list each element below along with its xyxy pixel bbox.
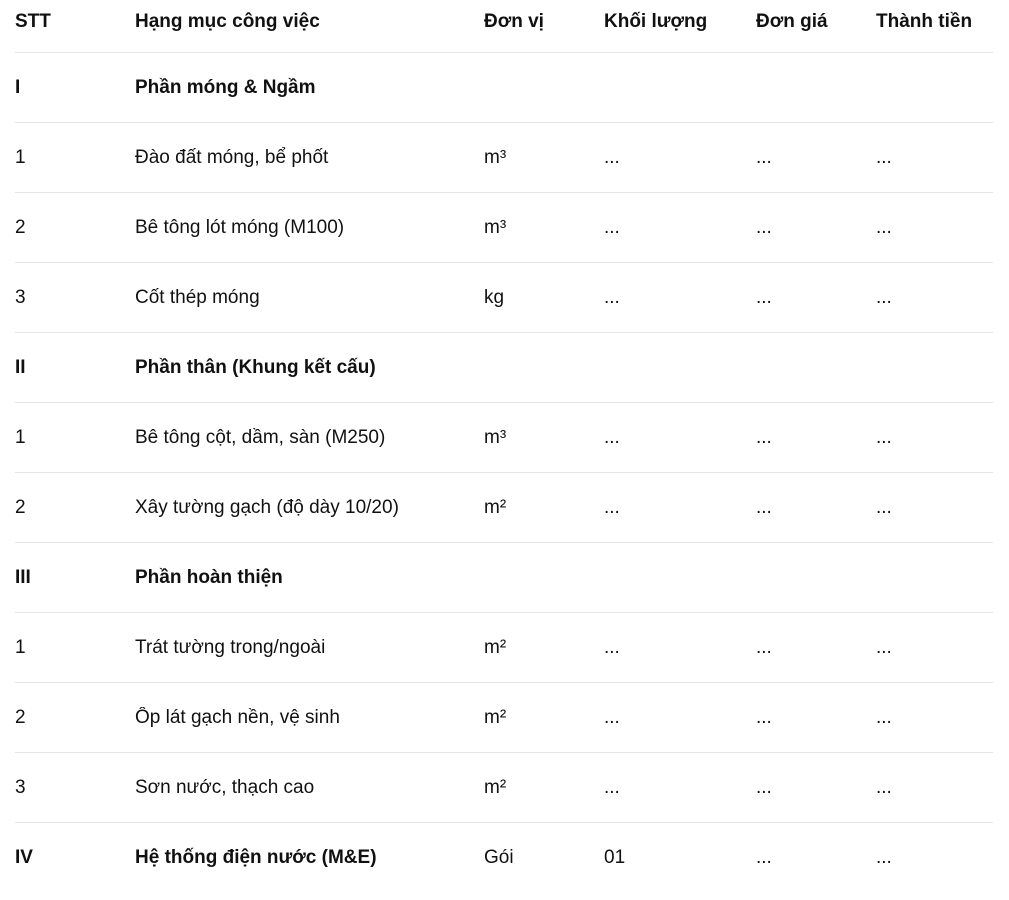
cell-unit: kg xyxy=(484,286,505,308)
cell-unit: m² xyxy=(484,496,507,518)
cell-stt: II xyxy=(15,356,26,378)
table-row-section xyxy=(15,333,993,403)
cell-amount: ... xyxy=(876,776,892,798)
cell-amount: ... xyxy=(876,636,892,658)
cell-item: Sơn nước, thạch cao xyxy=(135,776,315,798)
cell-item: Trát tường trong/ngoài xyxy=(135,636,326,658)
cell-item: Phần hoàn thiện xyxy=(135,566,283,588)
table-row xyxy=(15,403,993,473)
cell-amount: ... xyxy=(876,706,892,728)
cell-quantity: ... xyxy=(604,496,620,518)
cell-item: Bê tông lót móng (M100) xyxy=(135,216,345,238)
header-amount: Thành tiền xyxy=(876,11,973,32)
table-header-row xyxy=(15,0,993,53)
cell-unit: m² xyxy=(484,636,507,658)
header-item: Hạng mục công việc xyxy=(135,11,320,32)
cell-item: Cốt thép móng xyxy=(135,286,260,308)
cell-quantity: ... xyxy=(604,636,620,658)
cell-item: Phần thân (Khung kết cấu) xyxy=(135,356,376,378)
cell-stt: 1 xyxy=(15,426,26,448)
cell-unit-price: ... xyxy=(756,426,772,448)
cell-stt: 2 xyxy=(15,706,26,728)
header-unit: Đơn vị xyxy=(484,11,544,32)
cell-unit-price: ... xyxy=(756,847,772,868)
cell-unit-price: ... xyxy=(756,146,772,168)
table-row-section xyxy=(15,543,993,613)
cell-quantity: ... xyxy=(604,146,620,168)
cell-item: Phần móng & Ngầm xyxy=(135,76,316,98)
header-stt: STT xyxy=(15,11,51,32)
cell-unit: m² xyxy=(484,776,507,798)
cell-unit: m³ xyxy=(484,146,507,168)
cell-unit-price: ... xyxy=(756,496,772,518)
table-row xyxy=(15,753,993,823)
cell-amount: ... xyxy=(876,496,892,518)
cell-amount: ... xyxy=(876,286,892,308)
cell-amount: ... xyxy=(876,847,892,868)
cell-stt: 2 xyxy=(15,216,26,238)
cell-quantity: ... xyxy=(604,706,620,728)
table-row xyxy=(15,683,993,753)
cell-amount: ... xyxy=(876,146,892,168)
header-quantity: Khối lượng xyxy=(604,11,708,32)
cell-quantity: ... xyxy=(604,776,620,798)
cell-stt: 1 xyxy=(15,636,26,658)
table-row xyxy=(15,193,993,263)
cell-stt: 1 xyxy=(15,146,26,168)
cell-unit-price: ... xyxy=(756,776,772,798)
cell-stt: III xyxy=(15,566,31,588)
cell-quantity: ... xyxy=(604,426,620,448)
cell-stt: 2 xyxy=(15,496,26,518)
cell-item: Hệ thống điện nước (M&E) xyxy=(135,847,377,868)
table-row xyxy=(15,473,993,543)
cell-item: Ốp lát gạch nền, vệ sinh xyxy=(135,706,340,728)
header-unit-price: Đơn giá xyxy=(756,11,828,32)
cell-amount: ... xyxy=(876,216,892,238)
cell-unit: Gói xyxy=(484,847,514,868)
cell-stt: 3 xyxy=(15,776,26,798)
cost-estimate-table xyxy=(15,0,993,893)
cell-unit: m³ xyxy=(484,426,507,448)
table-row-section xyxy=(15,823,993,893)
table-row xyxy=(15,613,993,683)
cell-quantity: ... xyxy=(604,286,620,308)
cell-stt: IV xyxy=(15,847,33,868)
cell-quantity: 01 xyxy=(604,847,626,868)
cell-unit-price: ... xyxy=(756,216,772,238)
cell-unit-price: ... xyxy=(756,706,772,728)
cell-stt: 3 xyxy=(15,286,26,308)
table-row xyxy=(15,263,993,333)
table-row-section xyxy=(15,53,993,123)
cell-stt: I xyxy=(15,76,21,98)
cell-unit-price: ... xyxy=(756,286,772,308)
cell-unit-price: ... xyxy=(756,636,772,658)
cell-unit: m² xyxy=(484,706,507,728)
cell-quantity: ... xyxy=(604,216,620,238)
table-row xyxy=(15,123,993,193)
cell-amount: ... xyxy=(876,426,892,448)
cell-unit: m³ xyxy=(484,216,507,238)
cell-item: Xây tường gạch (độ dày 10/20) xyxy=(135,496,399,518)
cell-item: Đào đất móng, bể phốt xyxy=(135,146,329,168)
cell-item: Bê tông cột, dầm, sàn (M250) xyxy=(135,426,386,448)
